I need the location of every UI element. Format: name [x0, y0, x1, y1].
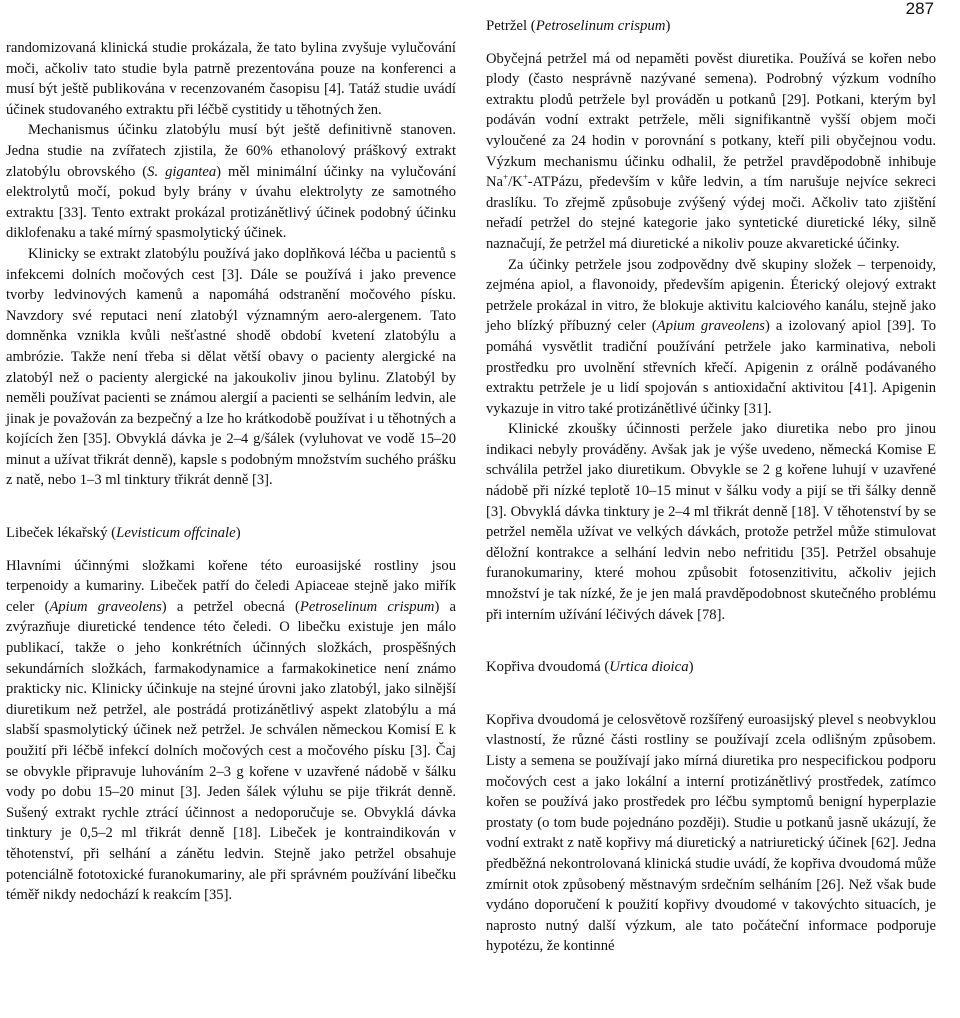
paragraph-goldenrod-study: randomizovaná klinická studie prokázala, že tato bylina zvyšuje vylučování moči, ačkoliv tato studie byla patrně prezentována pouze na konferenci a musí být ještě publikována v recenzovaném časopisu [4]. Tatáž studie uvádí účinek studovaného extraktu při léčbě cystitidy u těhotných žen.	[6, 40, 456, 118]
heading-parsley: Petržel (Petroselinum crispum)	[486, 18, 671, 34]
paragraph-parsley-clinical: Klinické zkoušky účinnosti peržele jako diuretika nebo pro jinou indikaci nebyly prováděny. Avšak jak je výše uvedeno, německá Komise E schválila petržel jako diuretikum. Obvykle se 2 g kořene luhují v uzavřené nádobě při nízké teplotě 10–15 minut v šálku vody a pijí se tři šálky denně [3]. Obvyklá dávka tinktury je 2–4 ml třikrát denně [18]. V těhotenství by se petržel neměla užívat ve velkých dávkách, protože petržel může stimulovat děložní kontrakce a selhání ledvin nebo nefritidu [35]. Petržel obsahuje furanokumariny, které mohou způsobit fotosenzitivitu, ačkoliv jejich množství je tak nízké, že je jen malá pravděpodobnost skutečného problému při interním užívání léčivých dávek [78].	[486, 421, 936, 623]
right-column	[486, 16, 936, 957]
species-name: S. gigantea	[147, 163, 217, 180]
paragraph-goldenrod-mechanism: Mechanismus účinku zlatobýlu musí být ještě definitivně stanoven. Jedna studie na zvířatech zjistila, že 60% ethanolový práškový extrakt zlatobýlu obrovského (S. gigantea) měl minimální účinky na vylučování elektrolytů močí, pokud byly brány v úvahu elektrolyty ze samotného extraktu [33]. Tento extrakt prokázal protizánětlivý účinek podobný účinku diklofenaku a také mírný spasmolytický účinek.	[6, 122, 456, 242]
heading-lovage: Libeček lékařský (Levisticum offcinale)	[6, 525, 241, 542]
page-number: 287	[905, 0, 934, 18]
paragraph-lovage: Hlavními účinnými složkami kořene této euroasijské rostliny jsou terpenoidy a kumariny. Libeček patří do čeledi Apiaceae stejně jako miřík celer (Apium graveolens) a petržel obecná (Petroselinum crispum) a zvýrazňuje diuretické tendence této čeledi. O libečku existuje jen málo publikací, takže o jeho konkrétních účinných složkách, prospěšných sekundárních složkách, farmakodynamice a farmakokinetice není známo prakticky nic. Klinicky účinkuje na stejné úrovni jako zlatobýl, jako silnější diuretikum než petržel, ale postrádá protizánětlivý aspekt zlatobýlu a má slabší spasmolytický účinek než petržel. Je schválen německou Komisí E k použití při léčbě infekcí dolních močových cest a močového písku [3]. Čaj se obvykle připravuje luhováním 2–3 g kořene v uzavřené nádobě v šálku vody po dobu 15–20 minut [3]. Jeden šálek výluhu se pije třikrát denně. Sušený extrakt rychle ztrácí účinnost a nedoporučuje se. Obvyklá dávka tinktury je 0,5–2 ml třikrát denně [18]. Libeček je kontraindikován v těhotenství, při selhání a zánětu ledvin. Stejně jako petržel obsahuje potenciálně fototoxické furanokumariny, ale při správném používání libečku téměř nikdy nedochází k reakcím [35].	[6, 557, 456, 904]
heading-nettle: Kopřiva dvoudomá (Urtica dioica)	[486, 659, 694, 676]
paragraph-parsley-diuretic: Obyčejná petržel má od nepaměti pověst diuretika. Používá se kořen nebo plody (často nesprávně nazývané semena). Podrobný výzkum vodního extraktu plodů petržele byl prováděn u potkanů [29]. Potkani, kterým byl podáván vodní extrakt petržele, měli signifikantně vyšší objem moči vyloučené za 24 hodin v porovnání s potkany, kteří pili obyčejnou vodu. Výzkum mechanismu účinku odhalil, že petržel pravděpodobně inhibuje Na+/K+-ATPázu, především v kůře ledvin, a tím narušuje nejvíce sekreci draslíku. To zřejmě způsobuje zvýšený výdej moči. Ačkoliv tato zjištění neřadí petržel do stejné kategorie jako syntetické diuretické léky, silně naznačují, že petržel má diuretické a nikoliv pouze akvaretické účinky.	[486, 50, 936, 252]
paragraph-goldenrod-clinical: Klinicky se extrakt zlatobýlu používá jako doplňková léčba u pacientů s infekcemi dolních močových cest [3]. Dále se používá i jako prevence tvorby ledvinových kamenů a napomáhá odstranění močového písku. Navzdory své reputaci není zlatobýl významným aero-alergenem. Tato domněnka vznikla kvůli nešťastné shodě období kvetení zlatobýlu a ambrózie. Takže není třeba si dělat větší obavy o pacienty alergické na zlatobýl než o pacienty alergické na jakoukoliv jinou bylinu. Zlatobýl by neměli používat pacienti se známou alergií a pacienti se selháním ledvin, ale jinak je považován za bezpečný a lze ho krátkodobě používat i u těhotných a kojících žen [35]. Obvyklá dávka je 2–4 g/šálek (vyluhovat ve vodě 15–20 minut a užívat třikrát denně), kapsle s podobným množstvím suchého prášku z natě, nebo 1–3 ml tinktury třikrát denně [3].	[6, 245, 456, 489]
paragraph-nettle: Kopřiva dvoudomá je celosvětově rozšířený euroasijský plevel s neobvyklou vlastností, že různé části rostliny se používají zcela odlišným způsobem. Listy a semena se používají jako mírná diuretika pro nespecifickou podporu močových cest a jako lokální a interní protizánětlivý prostředek, zatímco kořen se používá jako prostředek pro léčbu symptomů benigní hyperplazie prostaty (o tom bude pojednáno později). Studie u potkanů jasně ukázují, že vodní extrakt z natě kopřivy má diuretický a natriuretický účinek [62]. Jedna předběžná nekontrolovaná klinická studie uvádí, že kopřiva dvoudomá může zmírnit otok způsobený městnavým srdečním selháním [26]. Než však bude vydáno doporučení k použití kopřivy dvoudomé v takovýchto situacích, je naprosto nutný další výzkum, ale tato počáteční informace podporuje hypotézu, že kontinné	[486, 711, 936, 955]
left-column	[6, 38, 456, 906]
paragraph-parsley-components: Za účinky petržele jsou zodpovědny dvě skupiny složek – terpenoidy, zejména apiol, a flavonoidy, především apigenin. Éterický olejový extrakt petržele prokázal in vitro, že blokuje aktivitu kalciového kanálu, stejně jako jeho blízký příbuzný celer (Apium graveolens) a izolovaný apiol [39]. To pomáhá vysvětlit tradiční používání petržele jako karminativa, neboli prostředku pro uvolnění střevních křečí. Apigenin z orálně podávaného extraktu petržele je u lidí spojován s antioxidační aktivitou [41]. Apigenin vykazuje in vitro také protizánětlivé účinky [31].	[486, 256, 936, 417]
